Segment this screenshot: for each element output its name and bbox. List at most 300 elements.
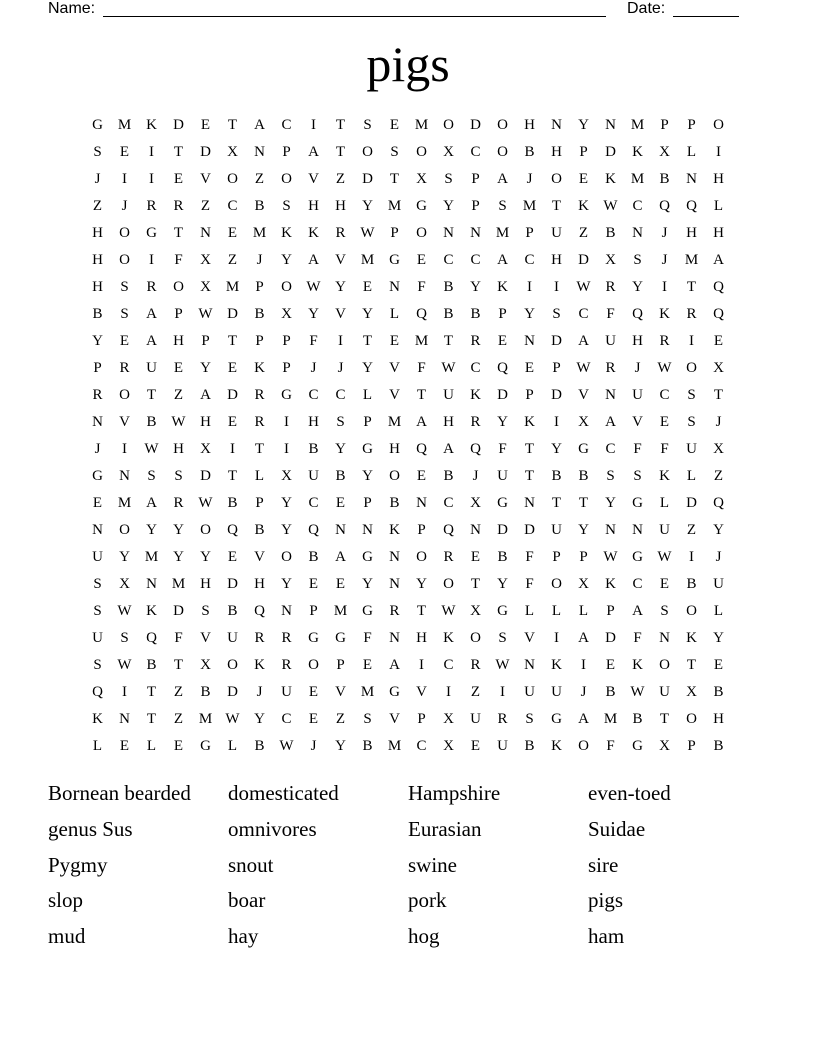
- grid-letter: M: [252, 225, 267, 241]
- grid-letter: N: [632, 522, 643, 538]
- grid-letter: G: [362, 603, 373, 619]
- grid-letter: G: [389, 252, 400, 268]
- grid-letter: Z: [173, 711, 184, 727]
- grid-letter: B: [686, 576, 697, 592]
- grid-letter: O: [497, 117, 508, 133]
- grid-letter: T: [551, 198, 562, 214]
- grid-letter: C: [281, 117, 292, 133]
- grid-letter: L: [578, 603, 589, 619]
- grid-letter: O: [119, 225, 130, 241]
- grid-letter: E: [308, 684, 319, 700]
- grid-letter: P: [579, 549, 588, 565]
- grid-letter: Y: [578, 117, 589, 133]
- grid-letter: O: [470, 630, 481, 646]
- grid-letter: L: [713, 198, 724, 214]
- grid-letter: T: [470, 576, 481, 592]
- grid-letter: I: [122, 684, 127, 700]
- grid-letter: F: [606, 306, 615, 322]
- grid-letter: W: [117, 657, 132, 673]
- grid-letter: J: [472, 468, 479, 484]
- grid-letter: G: [551, 711, 562, 727]
- grid-letter: C: [470, 252, 481, 268]
- grid-letter: R: [470, 333, 481, 349]
- grid-letter: V: [335, 684, 346, 700]
- grid-letter: X: [659, 144, 670, 160]
- grid-letter: Y: [92, 333, 103, 349]
- grid-letter: Z: [92, 198, 103, 214]
- grid-letter: H: [632, 333, 643, 349]
- grid-letter: O: [497, 144, 508, 160]
- grid-letter: Z: [335, 711, 346, 727]
- grid-letter: Y: [713, 630, 724, 646]
- grid-letter: B: [254, 306, 265, 322]
- grid-letter: N: [470, 225, 481, 241]
- grid-letter: A: [497, 171, 508, 187]
- grid-letter: U: [281, 684, 292, 700]
- grid-letter: A: [632, 603, 643, 619]
- grid-letter: K: [551, 657, 562, 673]
- grid-letter: C: [281, 711, 292, 727]
- grid-letter: A: [146, 333, 157, 349]
- grid-letter: N: [146, 576, 157, 592]
- grid-letter: F: [417, 279, 426, 295]
- grid-letter: M: [225, 279, 240, 295]
- grid-letter: D: [686, 495, 697, 511]
- grid-letter: X: [200, 441, 211, 457]
- grid-letter: E: [227, 414, 238, 430]
- grid-letter: B: [308, 441, 319, 457]
- grid-letter: F: [633, 630, 642, 646]
- grid-letter: A: [416, 414, 427, 430]
- name-label: Name:: [48, 0, 96, 17]
- grid-letter: E: [308, 576, 319, 592]
- grid-letter: A: [605, 414, 616, 430]
- grid-letter: Y: [416, 576, 427, 592]
- grid-letter: Z: [686, 522, 697, 538]
- grid-letter: S: [120, 306, 129, 322]
- header: [48, 0, 748, 22]
- grid-letter: X: [659, 738, 670, 754]
- grid-letter: X: [119, 576, 130, 592]
- grid-letter: E: [362, 279, 373, 295]
- grid-letter: M: [360, 684, 375, 700]
- grid-letter: N: [605, 387, 616, 403]
- grid-letter: M: [684, 252, 699, 268]
- grid-letter: T: [146, 684, 157, 700]
- grid-letter: P: [282, 144, 291, 160]
- grid-letter: I: [581, 657, 586, 673]
- grid-letter: G: [362, 549, 373, 565]
- grid-letter: E: [389, 117, 400, 133]
- grid-letter: I: [662, 279, 667, 295]
- grid-letter: P: [309, 603, 318, 619]
- word-list-item: domesticated: [228, 781, 339, 806]
- grid-letter: O: [227, 171, 238, 187]
- grid-letter: D: [551, 333, 562, 349]
- grid-letter: J: [661, 252, 668, 268]
- grid-letter: U: [524, 684, 535, 700]
- grid-letter: T: [659, 711, 670, 727]
- grid-letter: B: [389, 495, 400, 511]
- grid-letter: Q: [416, 306, 427, 322]
- grid-letter: F: [417, 360, 426, 376]
- grid-letter: B: [578, 468, 589, 484]
- grid-letter: T: [227, 117, 238, 133]
- grid-letter: N: [416, 495, 427, 511]
- grid-letter: Y: [578, 522, 589, 538]
- grid-letter: C: [578, 306, 589, 322]
- word-list-item: swine: [408, 852, 457, 877]
- grid-letter: J: [526, 171, 533, 187]
- grid-letter: P: [390, 225, 399, 241]
- grid-letter: T: [416, 387, 427, 403]
- grid-letter: F: [660, 441, 669, 457]
- grid-letter: Q: [254, 603, 265, 619]
- grid-letter: S: [93, 144, 102, 160]
- grid-letter: S: [498, 198, 507, 214]
- grid-letter: V: [254, 549, 265, 565]
- grid-letter: D: [470, 117, 481, 133]
- grid-letter: B: [659, 171, 670, 187]
- grid-letter: I: [554, 630, 559, 646]
- grid-letter: L: [227, 738, 238, 754]
- grid-letter: P: [363, 414, 372, 430]
- grid-letter: A: [335, 549, 346, 565]
- grid-letter: O: [281, 279, 292, 295]
- grid-letter: G: [308, 630, 319, 646]
- grid-letter: S: [93, 603, 102, 619]
- grid-letter: X: [470, 603, 481, 619]
- word-list-item: sire: [588, 852, 619, 877]
- grid-letter: Y: [281, 495, 292, 511]
- grid-letter: D: [227, 684, 238, 700]
- grid-letter: B: [146, 657, 157, 673]
- grid-letter: Z: [173, 387, 184, 403]
- grid-letter: B: [254, 522, 265, 538]
- grid-letter: E: [524, 360, 535, 376]
- grid-letter: C: [335, 387, 346, 403]
- grid-letter: S: [525, 711, 534, 727]
- grid-letter: P: [579, 144, 588, 160]
- grid-letter: N: [524, 657, 535, 673]
- grid-letter: R: [659, 333, 670, 349]
- grid-letter: P: [93, 360, 102, 376]
- grid-letter: U: [605, 333, 616, 349]
- grid-letter: I: [122, 171, 127, 187]
- grid-letter: O: [416, 549, 427, 565]
- grid-letter: K: [686, 630, 697, 646]
- grid-letter: Y: [119, 549, 130, 565]
- grid-letter: J: [337, 360, 344, 376]
- grid-letter: D: [227, 387, 238, 403]
- word-list-item: mud: [48, 924, 86, 949]
- grid-letter: X: [470, 495, 481, 511]
- grid-letter: S: [606, 468, 615, 484]
- grid-letter: U: [551, 522, 562, 538]
- grid-letter: J: [661, 225, 668, 241]
- grid-letter: Q: [659, 198, 670, 214]
- grid-letter: N: [605, 117, 616, 133]
- grid-letter: T: [173, 657, 184, 673]
- grid-letter: E: [362, 657, 373, 673]
- grid-letter: U: [686, 441, 697, 457]
- grid-letter: T: [416, 603, 427, 619]
- grid-letter: H: [443, 414, 454, 430]
- grid-letter: A: [308, 252, 319, 268]
- grid-letter: G: [497, 495, 508, 511]
- grid-letter: Y: [308, 306, 319, 322]
- grid-letter: E: [416, 468, 427, 484]
- grid-letter: B: [227, 495, 238, 511]
- grid-letter: R: [443, 549, 454, 565]
- grid-letter: W: [117, 603, 132, 619]
- grid-letter: S: [363, 117, 372, 133]
- grid-letter: N: [470, 522, 481, 538]
- grid-letter: D: [173, 117, 184, 133]
- grid-letter: I: [419, 657, 424, 673]
- grid-letter: Y: [173, 522, 184, 538]
- grid-letter: N: [92, 414, 103, 430]
- grid-letter: P: [282, 360, 291, 376]
- grid-letter: T: [146, 711, 157, 727]
- grid-letter: R: [254, 387, 265, 403]
- grid-letter: W: [657, 360, 672, 376]
- grid-letter: S: [660, 603, 669, 619]
- grid-letter: T: [335, 117, 346, 133]
- grid-letter: X: [713, 360, 724, 376]
- grid-letter: L: [389, 306, 400, 322]
- grid-letter: Z: [254, 171, 265, 187]
- grid-letter: V: [200, 630, 211, 646]
- grid-letter: B: [254, 738, 265, 754]
- grid-letter: F: [174, 252, 183, 268]
- grid-letter: B: [632, 711, 643, 727]
- grid-letter: H: [713, 225, 724, 241]
- grid-letter: V: [416, 684, 427, 700]
- grid-letter: V: [389, 387, 400, 403]
- grid-letter: B: [227, 603, 238, 619]
- grid-letter: B: [551, 468, 562, 484]
- grid-letter: Q: [470, 441, 481, 457]
- grid-letter: W: [495, 657, 510, 673]
- grid-letter: E: [713, 657, 724, 673]
- grid-letter: J: [256, 252, 263, 268]
- grid-letter: G: [389, 684, 400, 700]
- grid-letter: T: [227, 468, 238, 484]
- grid-letter: B: [470, 306, 481, 322]
- grid-letter: E: [227, 225, 238, 241]
- grid-letter: G: [281, 387, 292, 403]
- grid-letter: C: [308, 387, 319, 403]
- grid-letter: S: [552, 306, 561, 322]
- word-list-item: boar: [228, 888, 266, 913]
- grid-letter: C: [632, 576, 643, 592]
- name-blank-line: [103, 16, 606, 17]
- grid-letter: P: [174, 306, 183, 322]
- grid-letter: L: [362, 387, 373, 403]
- grid-letter: W: [171, 414, 186, 430]
- grid-letter: K: [659, 306, 670, 322]
- grid-letter: K: [524, 414, 535, 430]
- grid-letter: W: [441, 603, 456, 619]
- grid-letter: W: [279, 738, 294, 754]
- grid-letter: Q: [713, 495, 724, 511]
- grid-letter: Z: [470, 684, 481, 700]
- grid-letter: Z: [578, 225, 589, 241]
- grid-letter: O: [281, 549, 292, 565]
- grid-letter: N: [551, 117, 562, 133]
- grid-letter: G: [200, 738, 211, 754]
- grid-letter: H: [92, 252, 103, 268]
- grid-letter: P: [660, 117, 669, 133]
- grid-letter: K: [92, 711, 103, 727]
- grid-letter: Q: [227, 522, 238, 538]
- grid-letter: Y: [200, 549, 211, 565]
- grid-letter: I: [338, 333, 343, 349]
- grid-letter: K: [470, 387, 481, 403]
- grid-letter: I: [689, 333, 694, 349]
- grid-letter: M: [171, 576, 186, 592]
- grid-letter: B: [92, 306, 103, 322]
- grid-letter: N: [119, 711, 130, 727]
- grid-letter: M: [414, 117, 429, 133]
- grid-letter: W: [306, 279, 321, 295]
- grid-letter: X: [578, 414, 589, 430]
- grid-letter: C: [308, 495, 319, 511]
- grid-letter: D: [227, 576, 238, 592]
- grid-letter: U: [551, 684, 562, 700]
- grid-letter: R: [335, 225, 346, 241]
- grid-letter: Y: [362, 468, 373, 484]
- grid-letter: D: [524, 522, 535, 538]
- grid-letter: C: [605, 441, 616, 457]
- grid-letter: W: [144, 441, 159, 457]
- grid-letter: Z: [335, 171, 346, 187]
- grid-letter: U: [551, 225, 562, 241]
- grid-letter: P: [255, 333, 264, 349]
- grid-letter: B: [200, 684, 211, 700]
- word-list-item: genus Sus: [48, 817, 133, 842]
- grid-letter: K: [605, 576, 616, 592]
- grid-letter: E: [470, 738, 481, 754]
- grid-letter: W: [603, 549, 618, 565]
- grid-letter: C: [524, 252, 535, 268]
- grid-letter: J: [121, 198, 128, 214]
- grid-letter: R: [254, 630, 265, 646]
- grid-letter: O: [659, 657, 670, 673]
- grid-letter: F: [174, 630, 183, 646]
- grid-letter: E: [389, 333, 400, 349]
- grid-letter: W: [360, 225, 375, 241]
- grid-letter: B: [524, 144, 535, 160]
- grid-letter: A: [254, 117, 265, 133]
- grid-letter: E: [713, 333, 724, 349]
- grid-letter: T: [686, 657, 697, 673]
- grid-letter: R: [92, 387, 103, 403]
- grid-letter: C: [443, 252, 454, 268]
- grid-letter: I: [149, 252, 154, 268]
- grid-letter: H: [200, 414, 211, 430]
- grid-letter: N: [200, 225, 211, 241]
- grid-letter: N: [686, 171, 697, 187]
- grid-letter: J: [94, 441, 101, 457]
- word-list-item: even-toed: [588, 781, 671, 806]
- grid-letter: H: [524, 117, 535, 133]
- grid-letter: H: [686, 225, 697, 241]
- grid-letter: L: [686, 144, 697, 160]
- grid-letter: U: [227, 630, 238, 646]
- grid-letter: E: [335, 576, 346, 592]
- grid-letter: B: [443, 306, 454, 322]
- grid-letter: I: [500, 684, 505, 700]
- grid-letter: B: [497, 549, 508, 565]
- word-list-item: snout: [228, 852, 274, 877]
- grid-letter: I: [554, 279, 559, 295]
- grid-letter: T: [686, 279, 697, 295]
- grid-letter: T: [524, 468, 535, 484]
- grid-letter: H: [173, 333, 184, 349]
- grid-letter: A: [389, 657, 400, 673]
- grid-letter: B: [605, 225, 616, 241]
- grid-letter: N: [443, 225, 454, 241]
- grid-letter: O: [686, 603, 697, 619]
- grid-letter: Q: [713, 306, 724, 322]
- grid-letter: P: [417, 522, 426, 538]
- word-list-item: Pygmy: [48, 852, 108, 877]
- grid-letter: S: [633, 252, 642, 268]
- grid-letter: K: [443, 630, 454, 646]
- grid-letter: N: [389, 279, 400, 295]
- grid-letter: M: [495, 225, 510, 241]
- grid-letter: Y: [362, 360, 373, 376]
- grid-letter: W: [441, 360, 456, 376]
- grid-letter: W: [576, 279, 591, 295]
- grid-letter: P: [498, 306, 507, 322]
- grid-letter: T: [146, 387, 157, 403]
- grid-letter: T: [524, 441, 535, 457]
- grid-letter: X: [605, 252, 616, 268]
- grid-letter: K: [254, 657, 265, 673]
- grid-letter: Y: [362, 306, 373, 322]
- grid-letter: M: [387, 738, 402, 754]
- grid-letter: R: [605, 360, 616, 376]
- grid-letter: P: [525, 225, 534, 241]
- grid-letter: W: [603, 198, 618, 214]
- grid-letter: S: [174, 468, 183, 484]
- grid-letter: X: [713, 441, 724, 457]
- grid-letter: L: [146, 738, 157, 754]
- grid-letter: R: [281, 657, 292, 673]
- grid-letter: A: [578, 333, 589, 349]
- grid-letter: P: [525, 387, 534, 403]
- grid-letter: G: [92, 117, 103, 133]
- grid-letter: I: [446, 684, 451, 700]
- grid-letter: F: [525, 576, 534, 592]
- letter-grid: [84, 112, 732, 760]
- grid-letter: B: [605, 684, 616, 700]
- grid-letter: V: [389, 360, 400, 376]
- grid-letter: T: [335, 144, 346, 160]
- grid-letter: C: [632, 198, 643, 214]
- grid-letter: I: [554, 414, 559, 430]
- grid-letter: E: [659, 414, 670, 430]
- grid-letter: H: [416, 630, 427, 646]
- grid-letter: Y: [632, 279, 643, 295]
- grid-letter: X: [416, 171, 427, 187]
- grid-letter: Z: [200, 198, 211, 214]
- grid-letter: P: [417, 711, 426, 727]
- grid-letter: Y: [497, 576, 508, 592]
